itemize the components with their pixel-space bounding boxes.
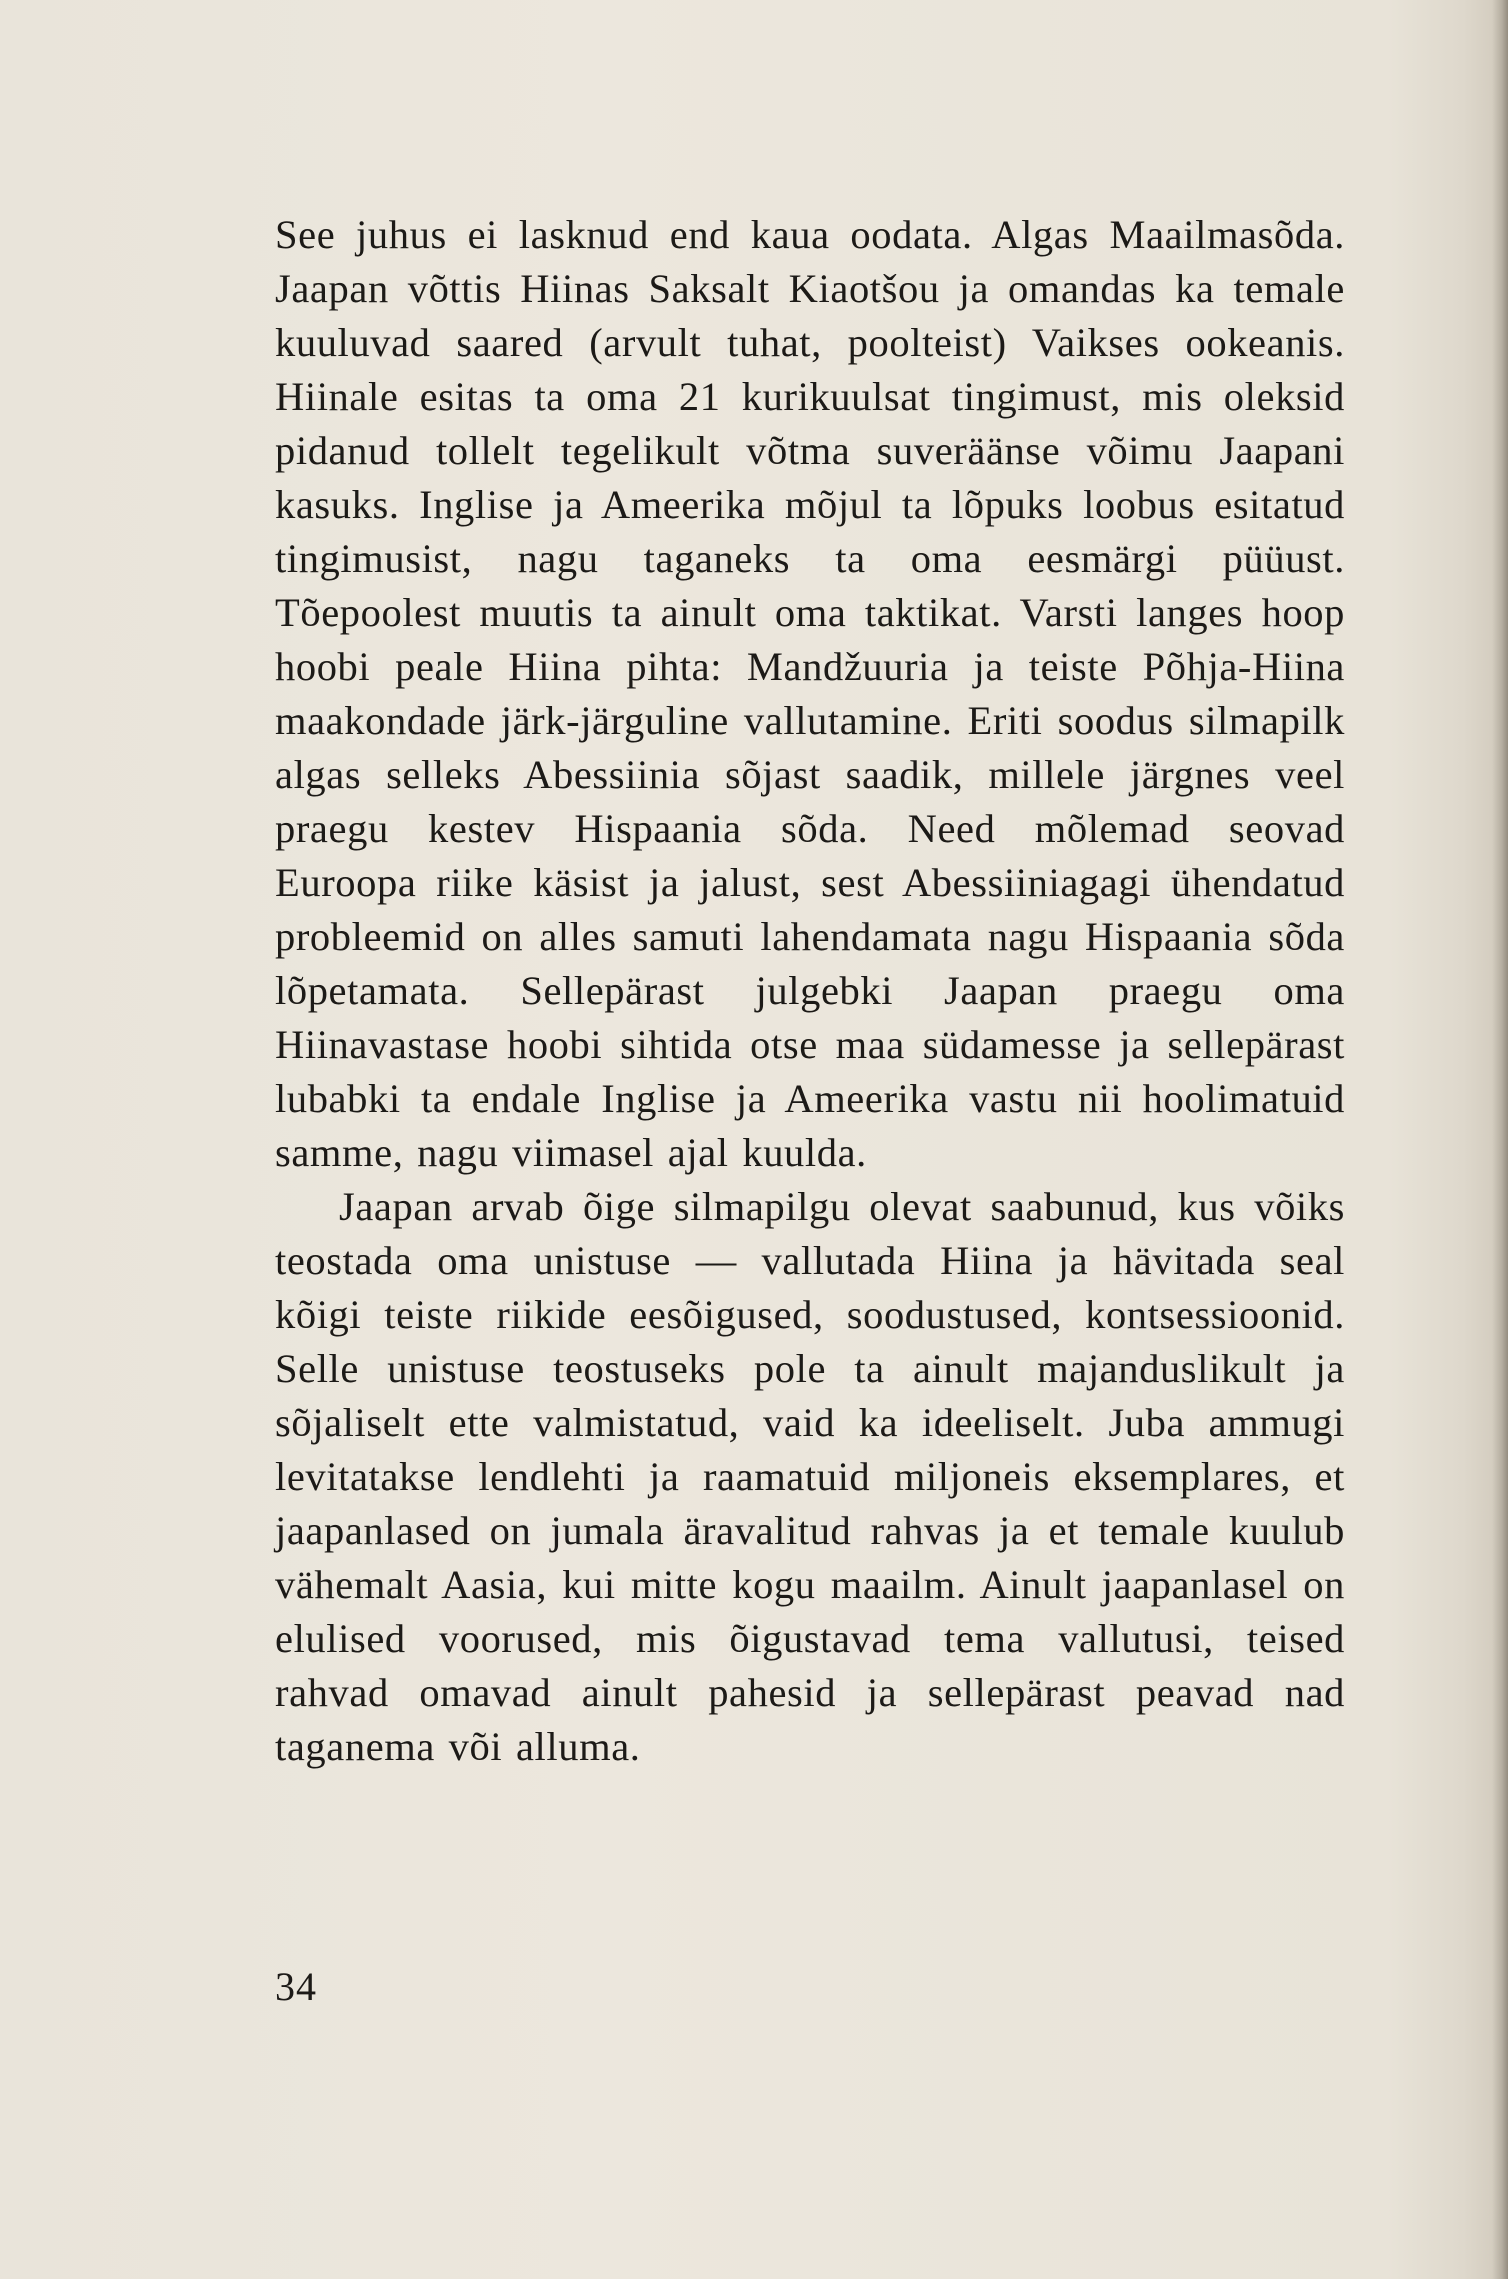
paragraph-2: Jaapan arvab õige silmapilgu olevat saabunud, kus võiks teostada oma unistuse — vallutada Hiina ja hävitada seal kõigi teiste riikide eesõigused, soodustused, kontsessioonid. Selle unistuse teostuseks pole ta ainult majanduslikult ja sõjaliselt ette valmistatud, vaid ka ideeliselt. Juba ammugi levitatakse lendlehti ja raamatuid miljoneis eksemplares, et jaapanlased on jumala äravalitud rahvas ja et temale kuulub vähemalt Aasia, kui mitte kogu maailm. Ainult jaapanlasel on elulised voorused, mis õigustavad tema vallutusi, teised rahvad omavad ainult pahesid ja sellepärast peavad nad taganema või alluma. [275, 1184, 1345, 1769]
page-number: 34 [275, 1964, 317, 2009]
page-spine-shadow [1492, 0, 1508, 2279]
body-text [275, 208, 1345, 1774]
paragraph-1: See juhus ei lasknud end kaua oodata. Algas Maailmasõda. Jaapan võttis Hiinas Saksalt Kiaotšou ja omandas ka temale kuuluvad saared (arvult tuhat, poolteist) Vaikses ookeanis. Hiinale esitas ta oma 21 kurikuulsat tingimust, mis oleksid pidanud tollelt tegelikult võtma suveräänse võimu Jaapani kasuks. Inglise ja Ameerika mõjul ta lõpuks loobus esitatud tingimusist, nagu taganeks ta oma eesmärgi püüust. Tõepoolest muutis ta ainult oma taktikat. Varsti langes hoop hoobi peale Hiina pihta: Mandžuuria ja teiste Põhja-Hiina maakondade järk-järguline vallutamine. Eriti soodus silmapilk algas selleks Abessiinia sõjast saadik, millele järgnes veel praegu kestev Hispaania sõda. Need mõlemad seovad Euroopa riike käsist ja jalust, sest Abessiiniagagi ühendatud probleemid on alles samuti lahendamata nagu Hispaania sõda lõpetamata. Sellepärast julgebki Jaapan praegu oma Hiinavastase hoobi sihtida otse maa südamesse ja sellepärast lubabki ta endale Inglise ja Ameerika vastu nii hoolimatuid samme, nagu viimasel ajal kuulda. [275, 212, 1345, 1175]
